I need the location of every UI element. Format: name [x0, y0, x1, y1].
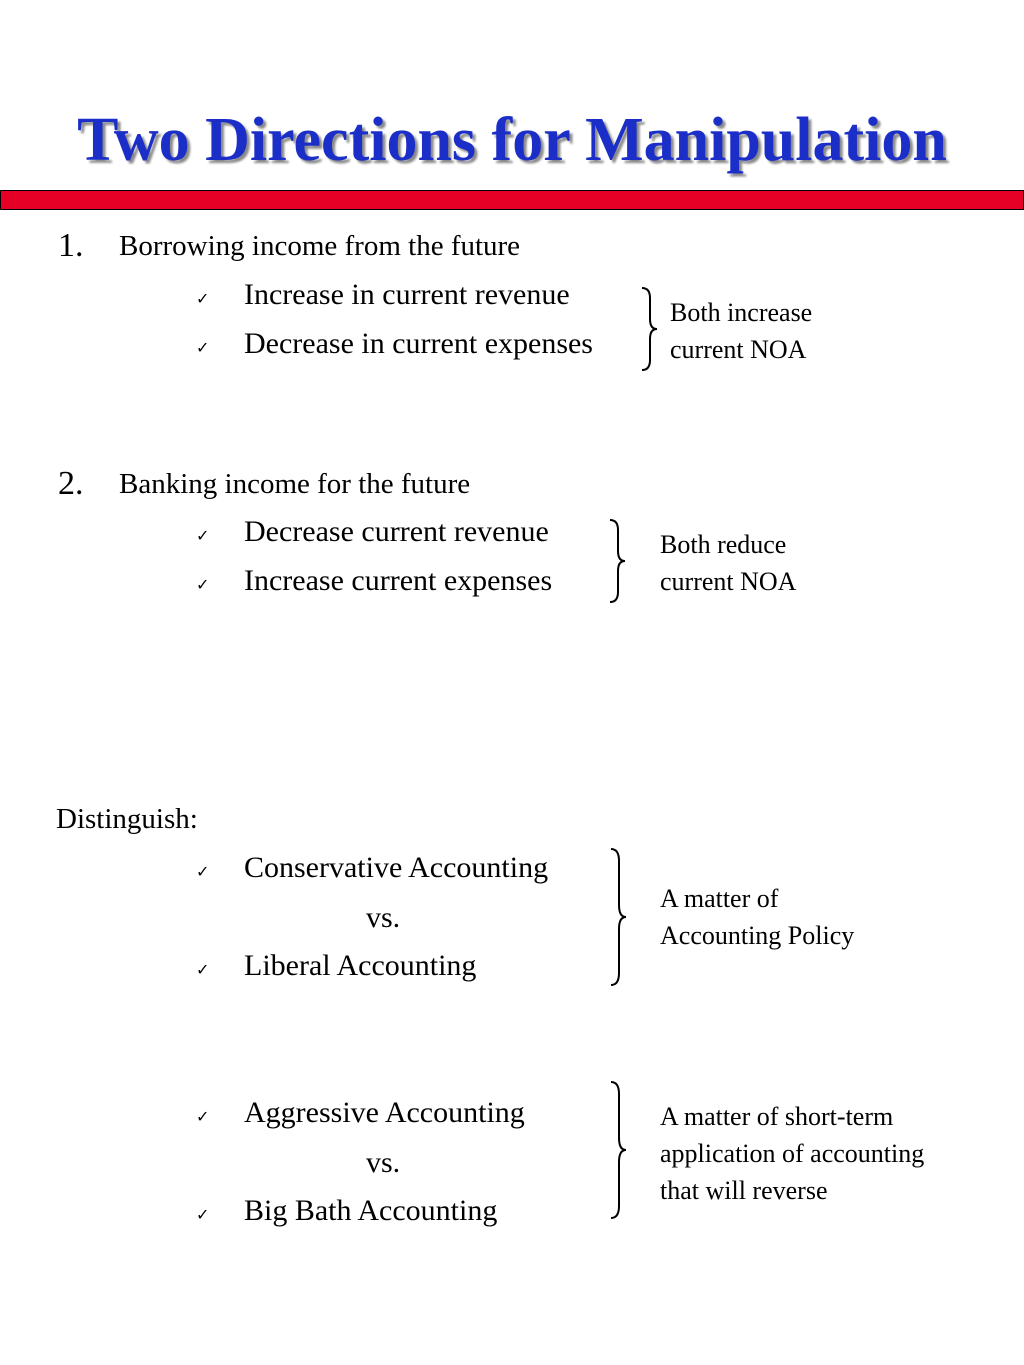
section-1-note-line-1: Both increase — [670, 298, 813, 327]
section-2-number: 2. — [58, 465, 84, 502]
section-1-item-1: Increase in current revenue — [244, 278, 570, 311]
right-brace-icon — [609, 847, 629, 989]
group-1-second-item: Liberal Accounting — [244, 949, 477, 982]
section-2-heading: Banking income for the future — [119, 468, 471, 500]
check-icon: ✓ — [196, 862, 210, 881]
group-2-note-line-3: that will reverse — [660, 1176, 828, 1205]
slide-title: Two Directions for Manipulation — [77, 106, 947, 174]
right-brace-icon — [640, 286, 660, 372]
group-2-vs: vs. — [366, 1146, 401, 1179]
group-1-vs: vs. — [366, 901, 401, 934]
section-2-item-1: Decrease current revenue — [244, 515, 549, 548]
section-1-number: 1. — [58, 227, 84, 264]
group-1-note-line-1: A matter of — [660, 884, 779, 913]
check-icon: ✓ — [196, 1107, 210, 1126]
right-brace-icon — [609, 1080, 629, 1222]
group-2-note-line-2: application of accounting — [660, 1139, 925, 1168]
check-icon: ✓ — [196, 960, 210, 979]
group-2-note-line-1: A matter of short-term — [660, 1102, 894, 1131]
distinguish-label: Distinguish: — [56, 803, 198, 835]
check-icon: ✓ — [196, 575, 210, 594]
group-2-first-item: Aggressive Accounting — [244, 1096, 525, 1129]
check-icon: ✓ — [196, 1205, 210, 1224]
group-2-second-item: Big Bath Accounting — [244, 1194, 498, 1227]
section-1-note-line-2: current NOA — [670, 335, 807, 364]
group-1-first-item: Conservative Accounting — [244, 851, 549, 884]
group-1-note-line-2: Accounting Policy — [660, 921, 855, 950]
title-divider-bar — [0, 190, 1024, 210]
section-1-heading: Borrowing income from the future — [119, 230, 521, 262]
section-2-note-line-2: current NOA — [660, 567, 797, 596]
section-2-item-2: Increase current expenses — [244, 564, 553, 597]
check-icon: ✓ — [196, 338, 210, 357]
section-1-item-2: Decrease in current expenses — [244, 327, 593, 360]
check-icon: ✓ — [196, 526, 210, 545]
right-brace-icon — [608, 518, 628, 604]
section-2-note-line-1: Both reduce — [660, 530, 787, 559]
check-icon: ✓ — [196, 289, 210, 308]
